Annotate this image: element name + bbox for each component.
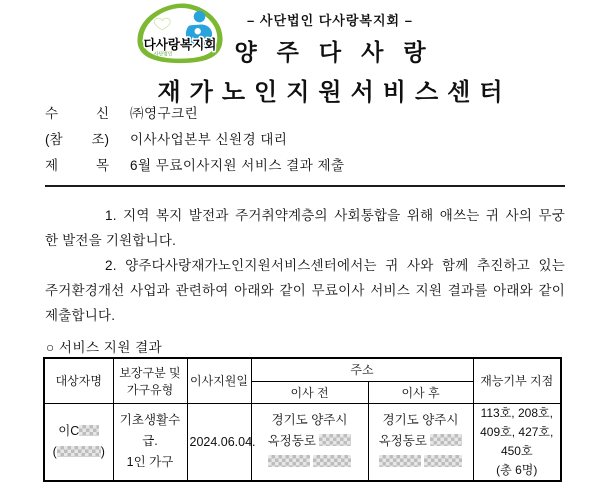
subject-row (45, 153, 565, 179)
letterhead (60, 10, 600, 107)
header-divider (45, 185, 565, 187)
cell-address-after (368, 403, 473, 481)
cell-target-name (44, 403, 113, 481)
table-row (44, 403, 561, 481)
recipient-label: 수 신 (45, 106, 109, 121)
redacted-text (57, 446, 101, 457)
service-result-table (43, 357, 562, 482)
category-line-1: 기초생활수급. (119, 413, 181, 448)
donation-line-4: (총 6명) (496, 462, 538, 477)
col-header-move-date: 이사지원일 (187, 358, 251, 403)
address-before-line-2: 옥정동로 (267, 434, 316, 448)
logo-text: 다사랑복지회 (143, 36, 217, 52)
redacted-text (268, 455, 310, 467)
logo-subtext: 사단법인 (153, 52, 173, 58)
paren-open: ( (52, 444, 57, 459)
col-header-address-after: 이사 후 (368, 381, 473, 403)
col-header-donation-branch: 재능기부 지점 (473, 358, 561, 403)
category-line-2: 1인 가구 (126, 455, 174, 469)
cell-category (113, 403, 187, 481)
address-after-line-2: 옥정동로 (378, 434, 427, 448)
cell-donation-branch (473, 403, 561, 481)
donation-line-3: 450호 (500, 443, 533, 458)
address-before-line-1: 경기도 양주시 (271, 413, 348, 427)
redacted-text (430, 434, 462, 446)
paragraph-2-line-2: 주거환경개선 사업과 관련하여 아래와 같이 무료이사 서비스 지원 결과를 아래와 같이 (45, 283, 565, 298)
org-name-line: – 사단법인 다사랑복지회 – (247, 13, 413, 28)
col-header-address-before: 이사 전 (251, 381, 368, 403)
subject-value: 6월 무료이사지원 서비스 결과 제출 (130, 158, 345, 173)
donation-line-1: 113호, 208호, (480, 405, 553, 420)
cell-address-before (251, 403, 368, 481)
reference-label: (참 조) (45, 132, 109, 147)
address-after-line-1: 경기도 양주시 (382, 413, 459, 427)
document-meta (45, 101, 565, 179)
col-header-category: 보장구분 및 가구유형 (113, 358, 187, 403)
cell-move-date: 2024.06.04. (187, 403, 251, 481)
col-header-address: 주소 (251, 358, 473, 381)
results-section-title: ○ 서비스 지원 결과 (46, 340, 163, 355)
recipient-row (45, 101, 565, 127)
col-header-target-name: 대상자명 (44, 358, 113, 403)
paragraph-2-line-1: 2. 양주다사랑재가노인지원서비스센터에서는 귀 사와 함께 추진하고 있는 (105, 258, 565, 273)
redacted-text (319, 434, 351, 446)
target-name-visible: 이C (58, 423, 80, 438)
reference-value: 이사사업본부 신원경 대리 (130, 132, 288, 147)
subject-label: 제 목 (45, 158, 109, 173)
paragraph-1-line-1: 1. 지역 복지 발전과 주거취약계층의 사회통합을 위해 애쓰는 귀 사의 무궁 (105, 208, 565, 223)
paragraph-2-line-3: 제출합니다. (45, 308, 116, 323)
letter-body (45, 203, 565, 328)
redacted-text (313, 455, 351, 467)
donation-line-2: 409호, 427호, (480, 424, 554, 439)
redacted-text (79, 425, 99, 436)
center-name: 양주다사랑 (234, 39, 446, 65)
redacted-text (424, 455, 462, 467)
paren-close: ) (100, 444, 105, 459)
reference-row (45, 127, 565, 153)
paragraph-1-line-2: 한 발전을 기원합니다. (45, 233, 177, 248)
redacted-text (379, 455, 421, 467)
recipient-value: ㈜영구크린 (130, 106, 199, 121)
center-type-title: 재가노인지원서비스센터 (157, 79, 512, 106)
